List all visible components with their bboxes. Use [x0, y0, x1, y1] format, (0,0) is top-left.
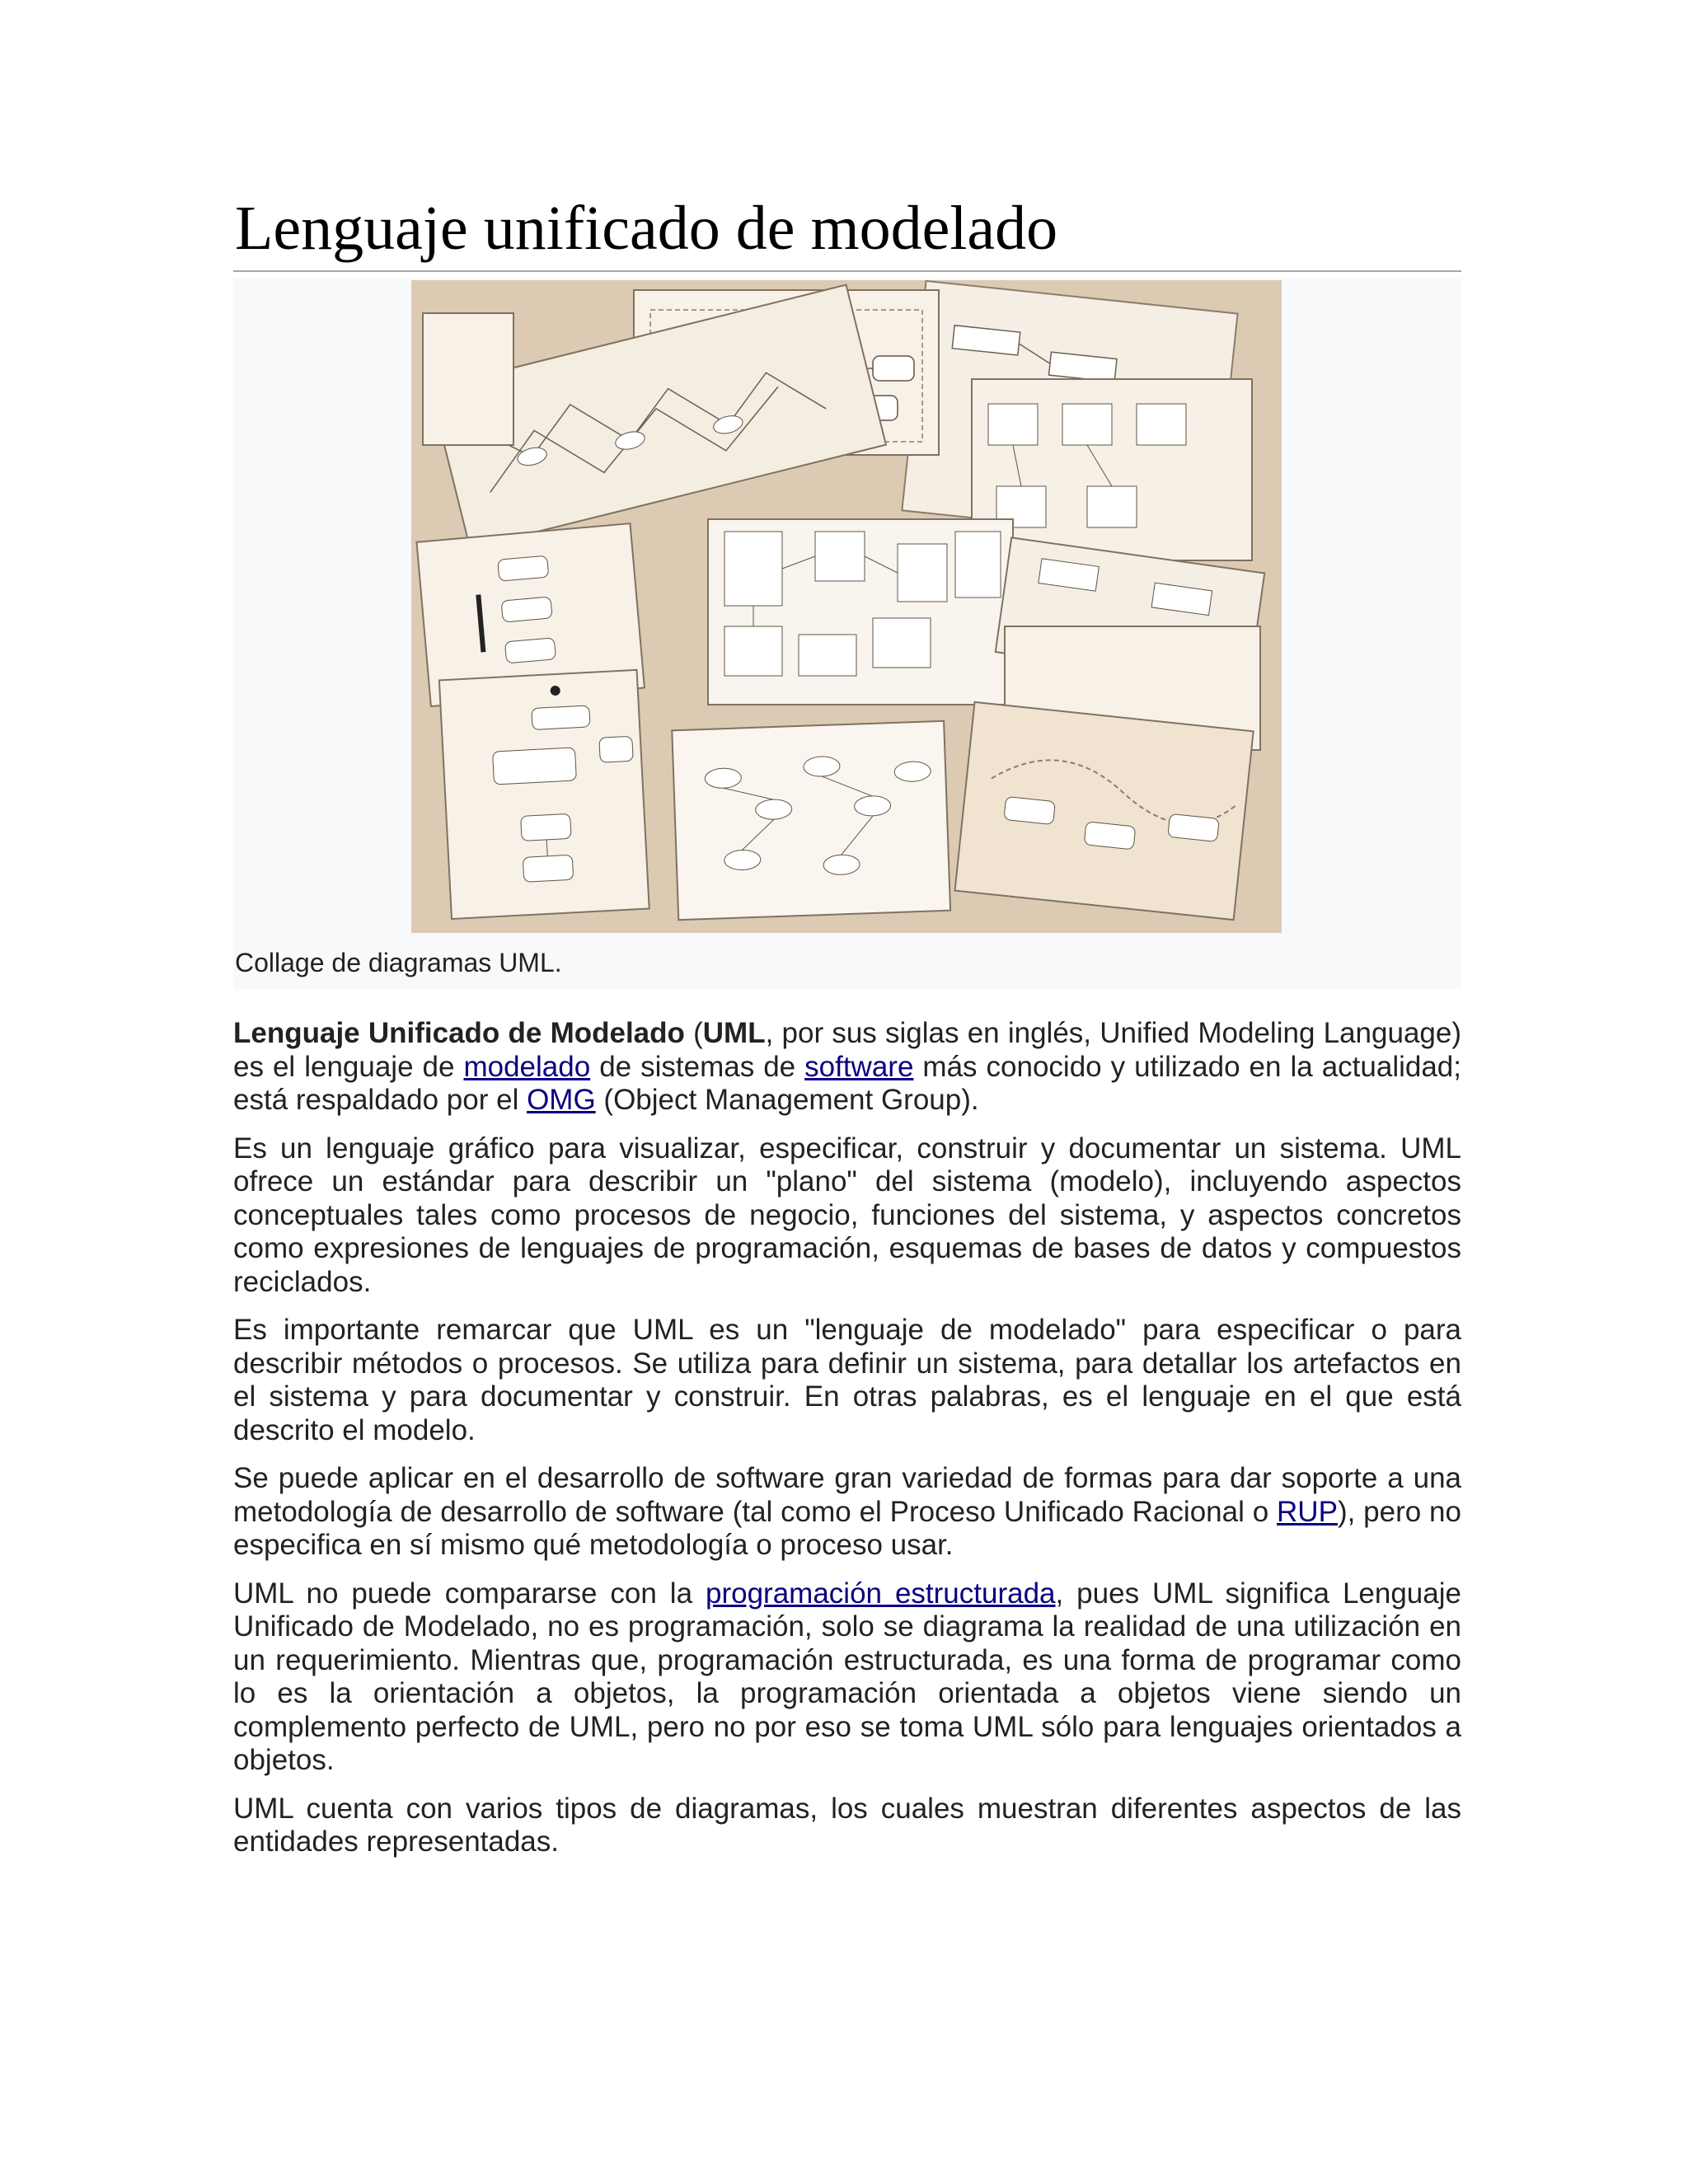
paragraph-3: Es importante remarcar que UML es un "lenguaje de modelado" para especificar o para describir métodos o procesos. Se utiliza para definir un sistema, para detallar los artefactos en el sistema y para documentar y construir. En otras palabras, es el lenguaje en el que está descrito el modelo. — [233, 1314, 1461, 1446]
figure — [233, 279, 1461, 989]
bold-term-name: Lenguaje Unificado de Modelado — [233, 1017, 685, 1049]
bold-term-acronym: UML — [702, 1017, 766, 1049]
paragraph-5 — [233, 1577, 1461, 1778]
paragraph-intro — [233, 1017, 1461, 1118]
link-modelado[interactable]: modelado — [463, 1050, 591, 1083]
text: más conocido y utilizado en la actualidad; está respaldado por el — [233, 1050, 1461, 1116]
text: UML no puede compararse con la — [233, 1577, 706, 1610]
text: (Object Management Group). — [595, 1084, 979, 1116]
text: de sistemas de — [590, 1050, 805, 1083]
text: , pues UML significa Lenguaje Unificado de Modelado, no es programación, solo se diagrama la realidad de una utilización en un requerimiento. Mientras que, programación estructurada, es una forma de programar como lo es la orientación a objetos, la programación orientada a objetos viene siendo un complemento perfecto de UML, pero no por eso se toma UML sólo para lenguajes orientados a objetos. — [233, 1577, 1461, 1776]
uml-collage-image[interactable] — [411, 280, 1282, 933]
text: ), pero no especifica en sí mismo qué metodología o proceso usar. — [233, 1495, 1461, 1561]
link-rup[interactable]: RUP — [1277, 1495, 1338, 1528]
link-programacion-estructurada[interactable]: programación estructurada — [706, 1577, 1056, 1610]
paragraph-2: Es un lenguaje gráfico para visualizar, especificar, construir y documentar un sistema. UML ofrece un estándar para describir un "plano" del sistema (modelo), incluyendo aspectos conceptuales tales como procesos de negocio, funciones del sistema, y aspectos concretos como expresiones de lenguajes de programación, esquemas de bases de datos y compuestos reciclados. — [233, 1132, 1461, 1298]
paragraph-4 — [233, 1462, 1461, 1563]
link-omg[interactable]: OMG — [527, 1084, 596, 1116]
figure-caption: Collage de diagramas UML. — [235, 948, 562, 977]
link-software[interactable]: software — [804, 1050, 914, 1083]
text: ( — [684, 1017, 703, 1049]
text: Se puede aplicar en el desarrollo de software gran variedad de formas para dar soporte a una metodología de desarrollo de software (tal como el Proceso Unificado Racional o — [233, 1462, 1461, 1528]
page-title: Lenguaje unificado de modelado — [233, 191, 1461, 272]
article — [233, 191, 1461, 1874]
paragraph-6: UML cuenta con varios tipos de diagramas, los cuales muestran diferentes aspectos de las entidades representadas. — [233, 1792, 1461, 1858]
text: , por sus siglas en inglés, Unified Modeling Language) es el lenguaje de — [233, 1017, 1462, 1083]
